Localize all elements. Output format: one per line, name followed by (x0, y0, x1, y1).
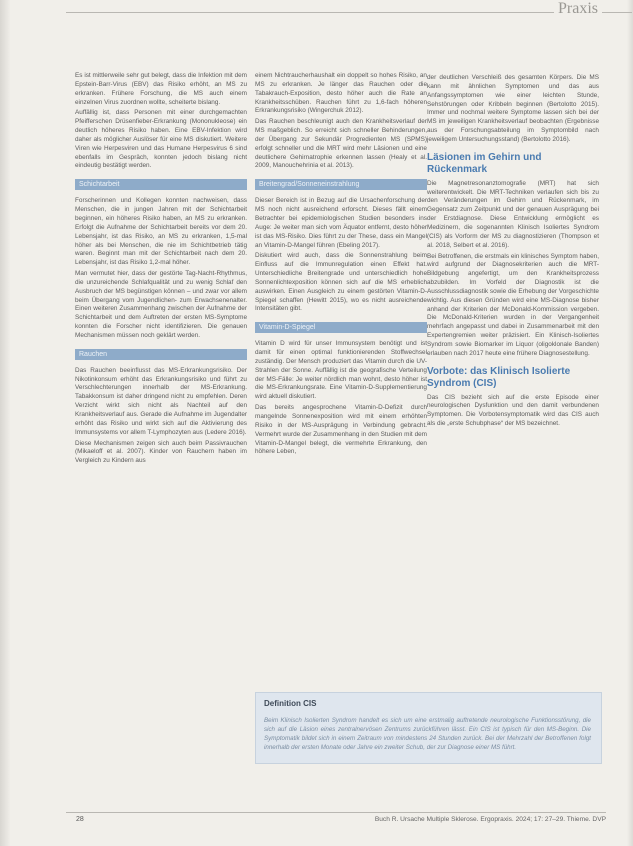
definition-box-text: Beim Klinisch Isolierten Syndrom handelt es sich um eine erstmalig auftretende neurologische Funktionsstörung, die sich auf die Läsion eines zentralnervösen Zentrums zurückführen lässt. Ein CIS ist typisch für den MS-Beginn. Die Symptomatik bildet sich in einem Zeitraum von mindestens 24 Stunden zurück. Bei der Mehrzahl der Betroffenen folgt innerhalb der ersten Monate oder Jahre ein zweiter Schub, der zur Diagnose einer MS führt. (264, 717, 591, 751)
subheading-cis: Vorbote: das Klinisch Isolierte Syndrom (CIS) (427, 365, 571, 389)
paragraph: Es ist mittlerweile sehr gut belegt, dass die Infektion mit dem Epstein-Barr-Virus (EBV) das Risiko erhöht, an MS zu erkranken. Frühere Forschung, die MS auch einem einzelnen Virus zuordnen wollte, scheiterte bislang. (75, 72, 247, 106)
column-middle (255, 72, 427, 459)
definition-box-title: Definition CIS (264, 699, 317, 708)
paragraph: Dieser Bereich ist in Bezug auf die Ursachenforschung der MS noch nicht ausreichend erforscht. Dieses fällt einem Betrachter bei epidemiologischen Studien besonders ins Auge: Je weiter man sich vom Äquator entfernt, desto höher ist das MS-Risiko. Dies führt zu der These, dass ein Mangel an Vitamin-D-Mangel führen (Ebeling 2017). (255, 197, 427, 249)
running-head-title: Praxis (554, 0, 602, 18)
paragraph: Die Magnetresonanztomografie (MRT) hat sich weiterentwickelt. Die MRT-Techniken verlaufen sich bis zu den Veränderungen im Gehirn und Rückenmark, im Gegensatz zum Zeitpunkt und der genauen Ausprägung bei der Erstdiagnose. Diese Entwicklung ermöglicht es Medizinern, die sogenannten Klinisch Isoliertes Syndrom (CIS) als Vorform der MS zu diagnostizieren (Thompson et al. 2018, Selbert et al. 2016). (427, 179, 599, 249)
section-heading-schichtarbeit: Schichtarbeit (75, 179, 247, 190)
column-right (427, 74, 599, 431)
paragraph: Diese Mechanismen zeigen sich auch beim Passivrauchen (Mikaeloff et al. 2007). Kinder von Rauchern haben im Vergleich zu Kindern aus (75, 439, 247, 465)
footer-citation: Buch R. Ursache Multiple Sklerose. Ergopraxis. 2024; 17: 27–29. Thieme. DVP (374, 816, 606, 823)
section-heading-rauchen: Rauchen (75, 349, 247, 360)
page-number: 28 (76, 816, 84, 823)
paragraph: Das Rauchen beeinflusst das MS-Erkrankungsrisiko. Der Nikotinkonsum erhöht das Erkrankungsrisiko und führt zu Verschlechterungen innerhalb der MS-Erkrankung. Tabakkonsum ist daher dringend nicht zu empfehlen. Deren Verzicht wirkt sich nicht als Nachteil auf den Krankheitsverlauf aus. Gerade die Aufnahme im Jugendalter erhöht das Risiko und wirkt sich auf die Aktivierung des Immunsystems vor allem T-Lymphozyten aus (Ledere 2016). (75, 366, 247, 436)
paragraph: Forscherinnen und Kollegen konnten nachweisen, dass Menschen, die in jungen Jahren mit der Schichtarbeit beginnen, ein höheres Risiko haben, an MS zu erkranken. Erfolgt die Aufnahme der Schichtarbeit bereits vor dem 20. Lebensjahr, ist das Risiko, an MS zu erkranken, 1,5-mal höher als bei Menschen, die nie im Schichtbetrieb tätig waren. Beginnt man mit der Schichtarbeit nach dem 20. Lebensjahr, ist das Risiko 1,2-mal höher. (75, 197, 247, 267)
paragraph: Bei Betroffenen, die erstmals ein klinisches Symptom haben, wird aufgrund der Diagnosekriterien auch die MRT-Bildgebung angefertigt, um den Krankheitsprozess abzubilden. Im Vorfeld der Diagnostik ist die Ausschlussdiagnostik sowie die Erhebung der Vorgeschichte wichtig. Aus diesen Gründen wird eine MS-Diagnose bisher anhand der Kriterien der McDonald-Kommission vergeben. Die McDonald-Kriterien wurden in der Vergangenheit mehrfach angepasst und dabei in Zusammenarbeit mit den Expertengremien weiter präzisiert. Ein Klinisch-Isoliertes Syndrom sowie Biomarker im Liquor (oligoklonale Banden) erlauben nach 2017 heute eine frühere Diagnosestellung. (427, 252, 599, 357)
paragraph: der deutlichen Verschleiß des gesamten Körpers. Die MS kann mit ähnlichen Symptomen und das aus Anfangssymptomen wie einer leichten Stunde, Sehstörungen oder Kribbeln beginnen (Bertolotto 2015). Immer und nochmal weitere Symptome lassen sich bei der MS im jeweiligen Krankheitsverlauf beobachten (Ergebnisse aus der Forschungsabteilung im Symptombild nach jeweiligem Untersuchungsstand) (Bertolotto 2016). (427, 74, 599, 143)
paragraph: Das CIS bezieht sich auf die erste Episode einer neurologischen Dysfunktion und den damit verbundenen Symptomen. Die Vorbotensymptomatik wird das CIS auch als die „erste Schubphase“ der MS bezeichnet. (427, 393, 599, 428)
paragraph: Auffällig ist, dass Personen mit einer durchgemachten Pfeifferschen Drüsenfieber-Erkrankung (Mononukleose) ein deutlich höheres Risiko haben. Eine EBV-Infektion wird daher als möglicher Auslöser für eine MS diskutiert. Weitere Viren wie Herpesviren und das Humane Herpesvirus 6 sind ebenfalls im Gespräch, konnten jedoch bislang nicht eindeutig bestätigt werden. (75, 109, 247, 170)
section-heading-breitengrad: Breitengrad/Sonneneinstrahlung (255, 179, 427, 190)
paragraph: Man vermutet hier, dass der gestörte Tag-Nacht-Rhythmus, die unzureichende Schlafqualität und zu wenig Schlaf den Ausbruch der MS begünstigen können – und zwar vor allem beim Übergang vom Jugendlichen- zum Erwachsenenalter. Einen weiteren Zusammenhang zwischen der Aufnahme der Schichtarbeit und dem Auftreten der ersten MS-Symptome konnten die Forscher nicht identifizieren. Die genauen Mechanismen müssen noch geklärt werden. (75, 270, 247, 339)
header-rule (66, 12, 632, 13)
paragraph: einem Nichtraucherhaushalt ein doppelt so hohes Risiko, an MS zu erkranken. Je länger das Rauchen oder die Tabakrauch-Exposition, desto höher auch die Rate an Krankheitsschüben. Rauchen führt zu 1,6-fach höheren Erkrankungsrisiko (Wingerchuk 2012). (255, 72, 427, 115)
paragraph: Das bereits angesprochene Vitamin-D-Defizit durch mangelnde Sonnenexposition wird mit einem erhöhten Risiko in der MS-Ausprägung in Verbindung gebracht. Vermehrt wurde der Zusammenhang in den Studien mit dem Vitamin-D-Mangel belegt, die vermehrte Erkrankung, den höhere Leben, (255, 404, 427, 456)
column-left (75, 72, 247, 468)
paragraph: Diskutiert wird auch, dass die Sonnenstrahlung beim Einfluss auf die Immunregulation einen Effekt hat. Unterschiedliche Breitengrade und unterschiedlich hohe Sonnenlichtexposition können sich auf die MS erheblich auswirken. Einen Ausgleich zu einem gestörten Vitamin-D-Spiegel schaffen (Hewitt 2015), wo es nicht ausreichende Intensitäten gibt. (255, 252, 427, 313)
paragraph: Das Rauchen beschleunigt auch den Krankheitsverlauf der MS maßgeblich. So erreicht sich schneller Behinderungen, der Übergang zur Sekundär Progredienten MS (SPMS) erfolgt schneller und die MRT wird mehr Läsionen und eine deutlichere Gehirnatrophie erkennen lassen (Healy et al. 2009, Manouchehrinia et al. 2013). (255, 118, 427, 170)
running-head (66, 0, 632, 40)
paragraph: Vitamin D wird für unser Immunsystem benötigt und ist damit für einen optimal funktionierenden Stoffwechsel zuständig. Der Mensch produziert das Vitamin durch die UV-Strahlen der Sonne. Auffällig ist die geografische Verteilung der MS-Fälle: Je weiter nördlich man wohnt, desto höher ist die MS-Erkrankungsrate. Eine Vitamin-D-Supplementierung wird aktuell diskutiert. (255, 340, 427, 401)
page-footer (66, 812, 606, 827)
page-shadow-right (627, 0, 633, 846)
section-heading-vitamin-d: Vitamin-D-Spiegel (255, 322, 427, 333)
subheading-laesionen: Läsionen im Gehirn und Rückenmark (427, 151, 542, 175)
page-shadow-left (0, 0, 10, 846)
definition-box (255, 692, 602, 764)
